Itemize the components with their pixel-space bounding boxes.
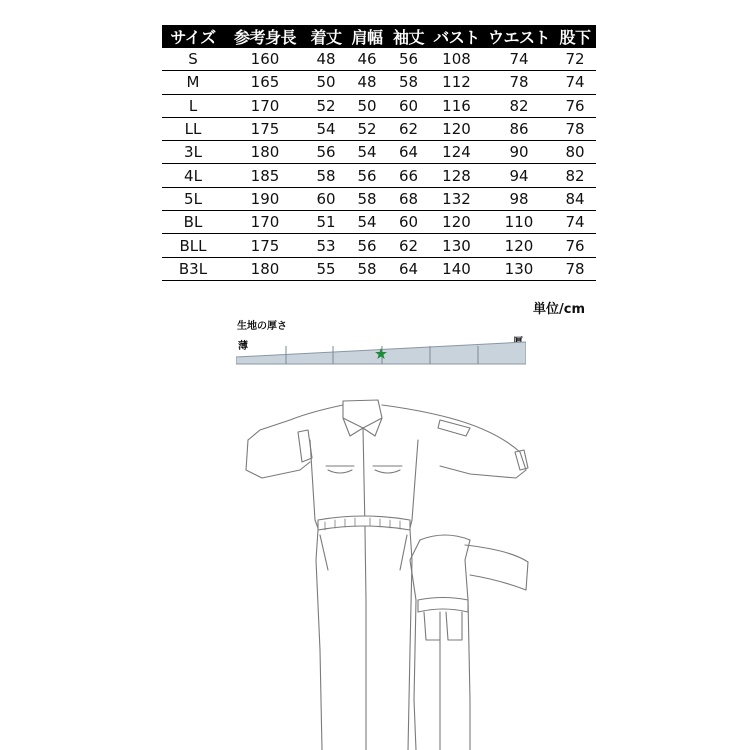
cell-ref-height: 180 (224, 257, 306, 280)
cell-length: 58 (306, 164, 346, 187)
cell-sleeve: 62 (388, 117, 429, 140)
cell-ref-height: 170 (224, 211, 306, 234)
cell-size: LL (162, 117, 224, 140)
cell-size: 5L (162, 187, 224, 210)
size-row (162, 164, 596, 187)
cell-sleeve: 62 (388, 234, 429, 257)
cell-waist: 98 (484, 187, 554, 210)
cell-ref-height: 170 (224, 94, 306, 117)
cell-sleeve: 58 (388, 71, 429, 94)
size-table (162, 25, 596, 281)
cell-size: L (162, 94, 224, 117)
cell-shoulder: 50 (346, 94, 388, 117)
cell-sleeve: 64 (388, 257, 429, 280)
cell-bust: 120 (429, 117, 484, 140)
size-row (162, 187, 596, 210)
header-bust: バスト (429, 25, 484, 48)
coverall-front-view (246, 400, 528, 750)
cell-waist: 120 (484, 234, 554, 257)
cell-shoulder: 56 (346, 164, 388, 187)
cell-inseam: 74 (554, 211, 596, 234)
cell-bust: 140 (429, 257, 484, 280)
cell-bust: 128 (429, 164, 484, 187)
cell-size: 4L (162, 164, 224, 187)
cell-sleeve: 60 (388, 94, 429, 117)
cell-size: BL (162, 211, 224, 234)
cell-shoulder: 58 (346, 257, 388, 280)
cell-ref-height: 190 (224, 187, 306, 210)
cell-bust: 116 (429, 94, 484, 117)
cell-bust: 120 (429, 211, 484, 234)
cell-length: 56 (306, 141, 346, 164)
thickness-gauge (236, 340, 526, 366)
cell-inseam: 78 (554, 117, 596, 140)
cell-waist: 74 (484, 48, 554, 71)
cell-length: 53 (306, 234, 346, 257)
cell-bust: 132 (429, 187, 484, 210)
cell-length: 54 (306, 117, 346, 140)
cell-size: S (162, 48, 224, 71)
cell-length: 48 (306, 48, 346, 71)
header-size: サイズ (162, 25, 224, 48)
cell-bust: 130 (429, 234, 484, 257)
cell-ref-height: 180 (224, 141, 306, 164)
header-ref-height: 参考身長 (224, 25, 306, 48)
cell-shoulder: 46 (346, 48, 388, 71)
thin-label: 薄 (238, 341, 248, 352)
cell-ref-height: 160 (224, 48, 306, 71)
cell-inseam: 76 (554, 94, 596, 117)
cell-waist: 110 (484, 211, 554, 234)
cell-size: M (162, 71, 224, 94)
cell-length: 55 (306, 257, 346, 280)
cell-shoulder: 58 (346, 187, 388, 210)
size-table-body (162, 48, 596, 280)
cell-shoulder: 56 (346, 234, 388, 257)
cell-length: 60 (306, 187, 346, 210)
cell-ref-height: 175 (224, 117, 306, 140)
header-sleeve: 袖丈 (388, 25, 429, 48)
cell-length: 52 (306, 94, 346, 117)
cell-inseam: 76 (554, 234, 596, 257)
cell-shoulder: 54 (346, 141, 388, 164)
cell-inseam: 84 (554, 187, 596, 210)
cell-waist: 130 (484, 257, 554, 280)
cell-inseam: 74 (554, 71, 596, 94)
header-shoulder: 肩幅 (346, 25, 388, 48)
header-waist: ウエスト (484, 25, 554, 48)
header-length: 着丈 (306, 25, 346, 48)
size-row (162, 71, 596, 94)
cell-waist: 90 (484, 141, 554, 164)
cell-ref-height: 165 (224, 71, 306, 94)
size-row (162, 234, 596, 257)
cell-sleeve: 64 (388, 141, 429, 164)
size-row (162, 257, 596, 280)
cell-bust: 124 (429, 141, 484, 164)
cell-waist: 94 (484, 164, 554, 187)
cell-inseam: 82 (554, 164, 596, 187)
size-row (162, 94, 596, 117)
cell-ref-height: 185 (224, 164, 306, 187)
cell-sleeve: 66 (388, 164, 429, 187)
cell-sleeve: 68 (388, 187, 429, 210)
cell-ref-height: 175 (224, 234, 306, 257)
cell-bust: 108 (429, 48, 484, 71)
coverall-illustration (0, 380, 750, 750)
cell-inseam: 72 (554, 48, 596, 71)
coverall-back-view (410, 535, 528, 750)
thickness-title: 生地の厚さ (237, 321, 287, 332)
size-row (162, 117, 596, 140)
size-row (162, 211, 596, 234)
cell-shoulder: 48 (346, 71, 388, 94)
cell-length: 51 (306, 211, 346, 234)
size-row (162, 48, 596, 71)
cell-inseam: 80 (554, 141, 596, 164)
cell-sleeve: 60 (388, 211, 429, 234)
cell-length: 50 (306, 71, 346, 94)
cell-waist: 78 (484, 71, 554, 94)
cell-shoulder: 54 (346, 211, 388, 234)
size-table-header-row (162, 25, 596, 48)
cell-sleeve: 56 (388, 48, 429, 71)
cell-size: B3L (162, 257, 224, 280)
cell-size: 3L (162, 141, 224, 164)
cell-waist: 86 (484, 117, 554, 140)
cell-waist: 82 (484, 94, 554, 117)
cell-shoulder: 52 (346, 117, 388, 140)
size-row (162, 141, 596, 164)
unit-label: 単位/cm (533, 302, 586, 317)
cell-bust: 112 (429, 71, 484, 94)
cell-inseam: 78 (554, 257, 596, 280)
header-inseam: 股下 (554, 25, 596, 48)
cell-size: BLL (162, 234, 224, 257)
